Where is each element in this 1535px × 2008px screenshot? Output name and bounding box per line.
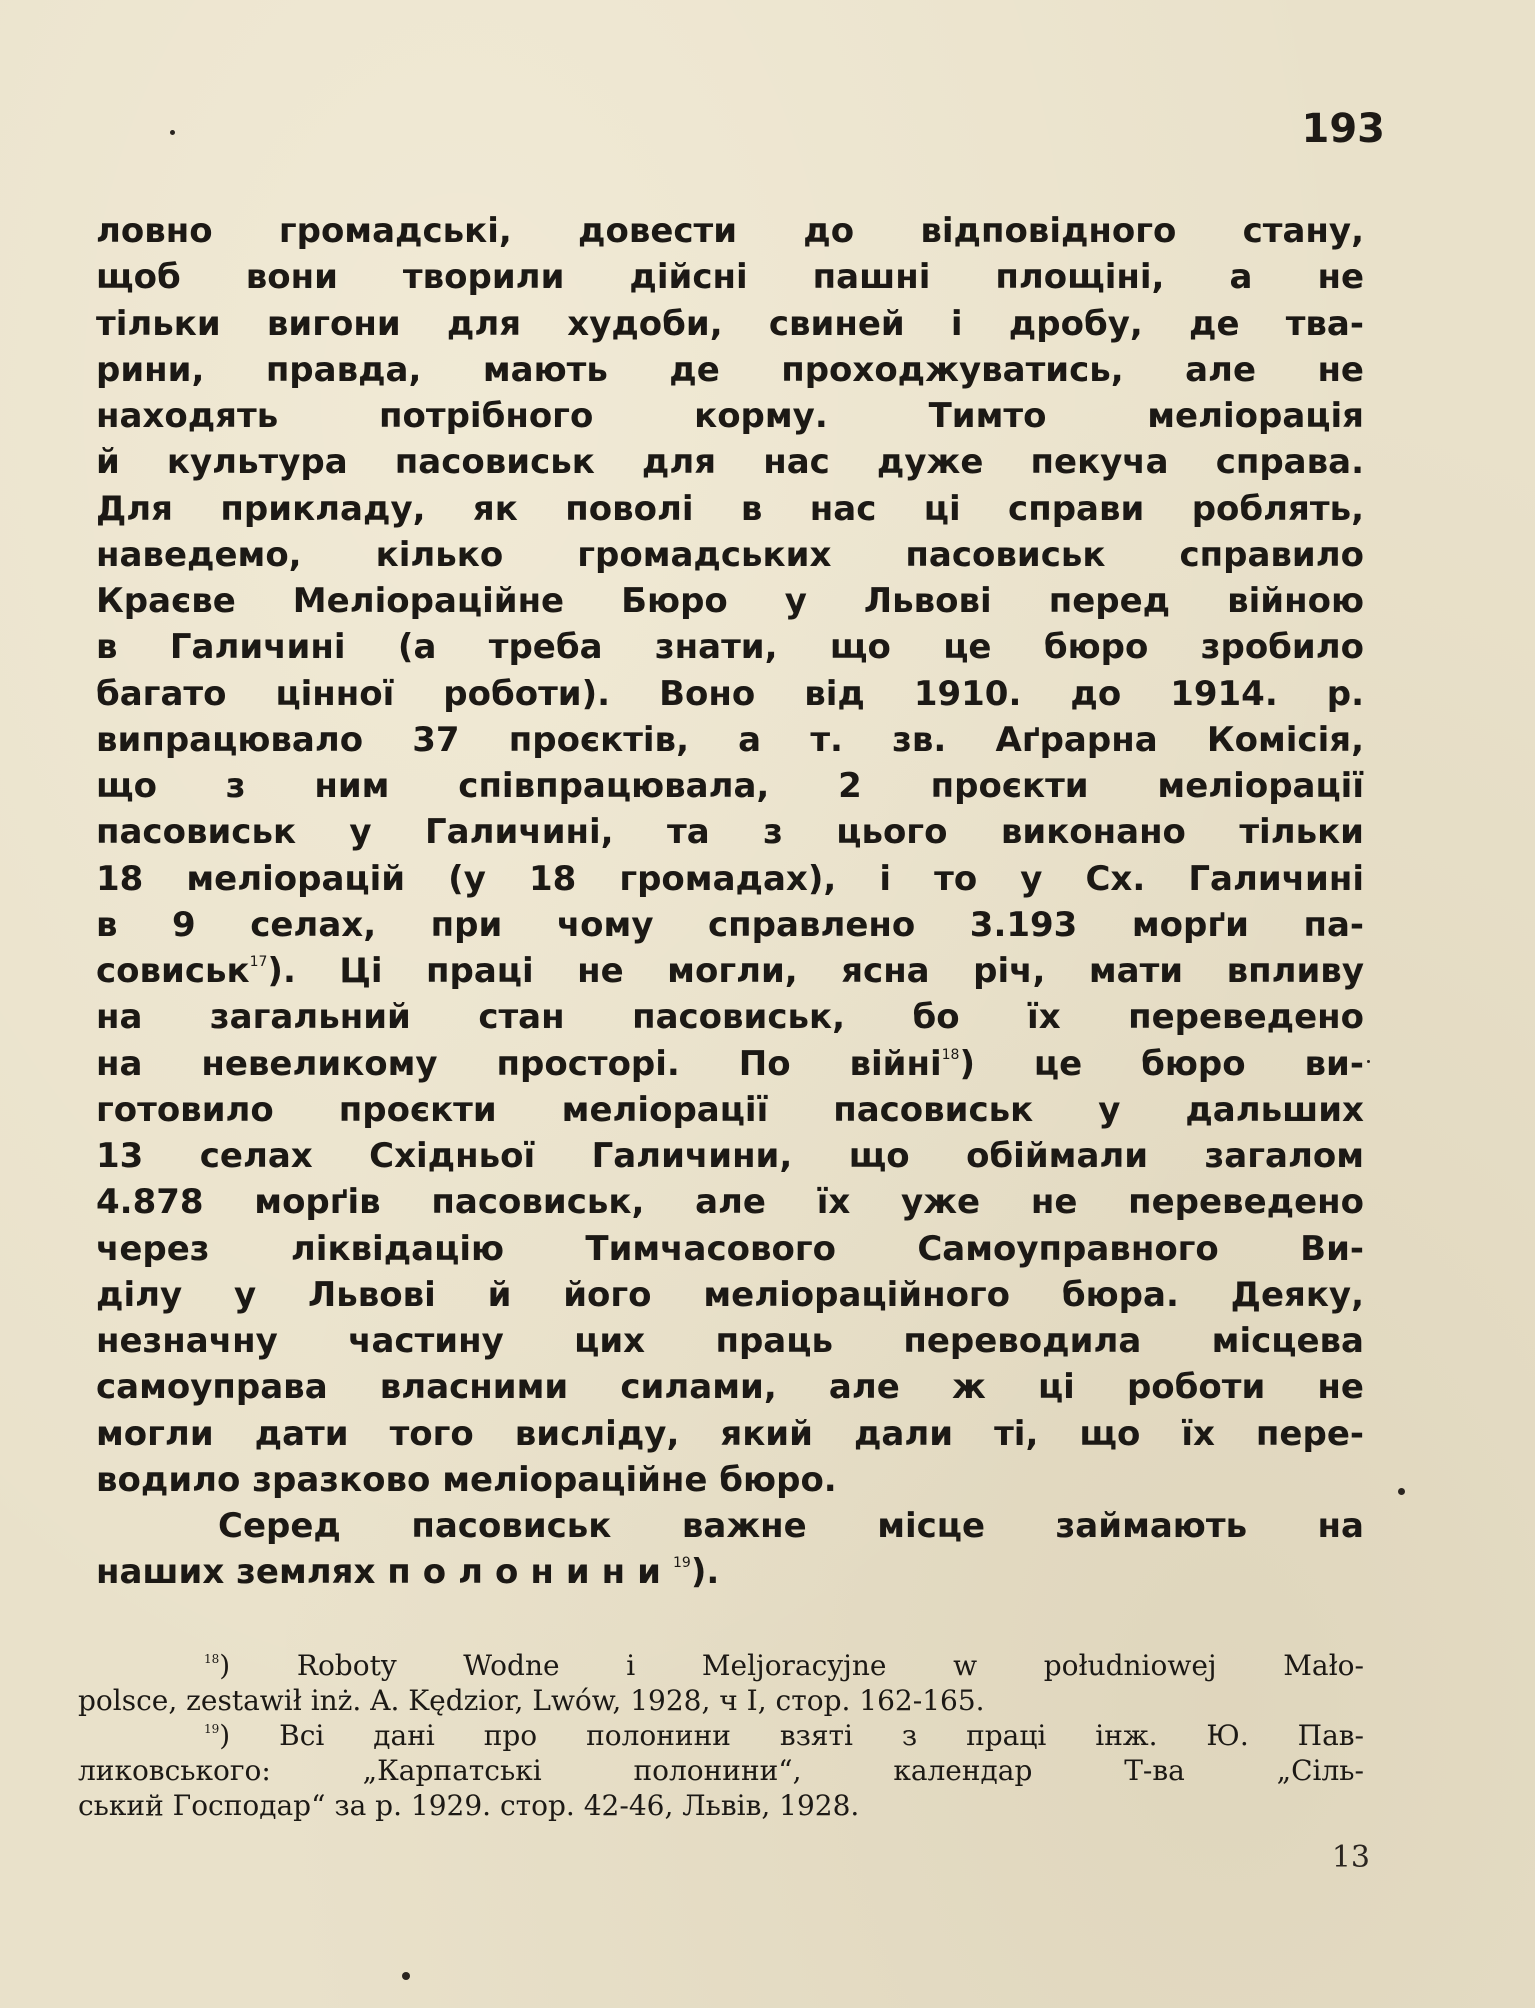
- footnote-marker: 18: [204, 1652, 220, 1666]
- line-text: наших землях: [96, 1552, 376, 1593]
- footnote-reference: 19: [673, 1555, 691, 1572]
- text-line: випрацювало 37 проєктів, а т. зв. Аґрарна Комісія,: [96, 719, 1364, 760]
- footnote-reference: 17: [249, 954, 268, 970]
- text-line: незначну частину цих праць переводила місцева: [96, 1321, 1364, 1361]
- main-text: [96, 208, 1364, 1596]
- text-line: на загальний стан пасовиськ, бо їх переведено: [96, 997, 1364, 1038]
- footnote-19: [78, 1718, 1364, 1753]
- line-text: ). Ці праці не могли, ясна річ, мати впливу: [267, 951, 1364, 991]
- text-line: 4.878 морґів пасовиськ, але їх уже не переведено: [96, 1182, 1364, 1223]
- footnote-reference: 18: [941, 1046, 960, 1063]
- text-line: водило зразково меліораційне бюро.: [96, 1459, 837, 1500]
- text-line: Для прикладу, як поволі в нас ці справи роблять,: [96, 488, 1364, 529]
- text-line: пасовиськ у Галичині, та з цього виконано тільки: [96, 812, 1364, 853]
- ink-speck: [402, 1972, 410, 1980]
- ink-speck: [1398, 1488, 1405, 1495]
- text-line-with-footnote-ref: [96, 1041, 1364, 1087]
- text-line: що з ним співпрацювала, 2 проєкти меліорації: [96, 766, 1364, 806]
- ink-speck: [170, 130, 175, 135]
- text-line: ловно громадські, довести до відповідного стану,: [96, 211, 1364, 251]
- text-line: в Галичині (а треба знати, що це бюро зробило: [96, 627, 1364, 668]
- line-text: на невеликому просторі. По війні: [96, 1043, 942, 1084]
- text-line: через ліквідацію Тимчасового Самоуправного Ви-: [96, 1228, 1364, 1269]
- text-line: багато цінної роботи). Воно від 1910. до 1914. р.: [96, 673, 1364, 714]
- text-line: наведемо, кілько громадських пасовиськ справило: [96, 534, 1364, 575]
- text-line-with-footnote-ref: [96, 948, 1364, 994]
- text-line: готовило проєкти меліорації пасовиськ у дальших: [96, 1089, 1364, 1130]
- text-line: й культура пасовиськ для нас дуже пекуча справа.: [96, 442, 1364, 483]
- ink-speck: [1367, 1060, 1370, 1063]
- text-line: тільки вигони для худоби, свиней і дробу, де тва-: [96, 303, 1364, 344]
- text-line: могли дати того висліду, який дали ті, що їх пере-: [96, 1413, 1364, 1454]
- paragraph-first-line: Серед пасовиськ важне місце займають на: [218, 1506, 1364, 1546]
- printer-signature-mark: 13: [1331, 1840, 1370, 1875]
- text-line: 18 меліорацій (у 18 громадах), і то у Сх. Галичині: [96, 858, 1364, 899]
- page-number: 193: [1301, 106, 1385, 152]
- text-line: рини, правда, мають де проходжуватись, але не: [96, 349, 1364, 390]
- footnote-18: [78, 1648, 1364, 1683]
- line-text: совиськ: [96, 951, 250, 991]
- footnote-text: ) Всі дані про полонини взяті з праці інж. Ю. Пав-: [219, 1719, 1364, 1752]
- footnote-text: ський Господар“ за р. 1929. стор. 42-46, Львів, 1928.: [78, 1789, 860, 1822]
- text-line: ділу у Львові й його меліораційного бюра. Деяку,: [96, 1274, 1364, 1315]
- text-line-with-footnote-ref: [96, 1549, 1364, 1595]
- text-line: Краєве Меліораційне Бюро у Львові перед війною: [96, 581, 1364, 621]
- text-line: щоб вони творили дійсні пашні площіні, а не: [96, 257, 1364, 298]
- footnote-marker: 19: [204, 1722, 220, 1736]
- spaced-term: полонини: [387, 1552, 673, 1593]
- text-line: 13 селах Східньої Галичини, що обіймали загалом: [96, 1136, 1364, 1176]
- text-line: в 9 селах, при чому справлено 3.193 морґи па-: [96, 904, 1364, 945]
- text-line: самоуправа власними силами, але ж ці роботи не: [96, 1367, 1364, 1408]
- line-text: ).: [690, 1552, 720, 1593]
- footnotes: [78, 1648, 1364, 1823]
- footnote-text: ) Roboty Wodne i Meljoracyjne w południowej Mało-: [219, 1649, 1364, 1682]
- line-text: ) це бюро ви-: [959, 1043, 1364, 1084]
- footnote-text: polsce, zestawił inż. A. Kędzior, Lwów, 1928, ч I, стор. 162-165.: [78, 1684, 985, 1717]
- footnote-text: ликовського: „Карпатські полонини“, календар Т-ва „Сіль-: [78, 1754, 1364, 1787]
- text-line: находять потрібного корму. Тимто меліорація: [96, 396, 1364, 436]
